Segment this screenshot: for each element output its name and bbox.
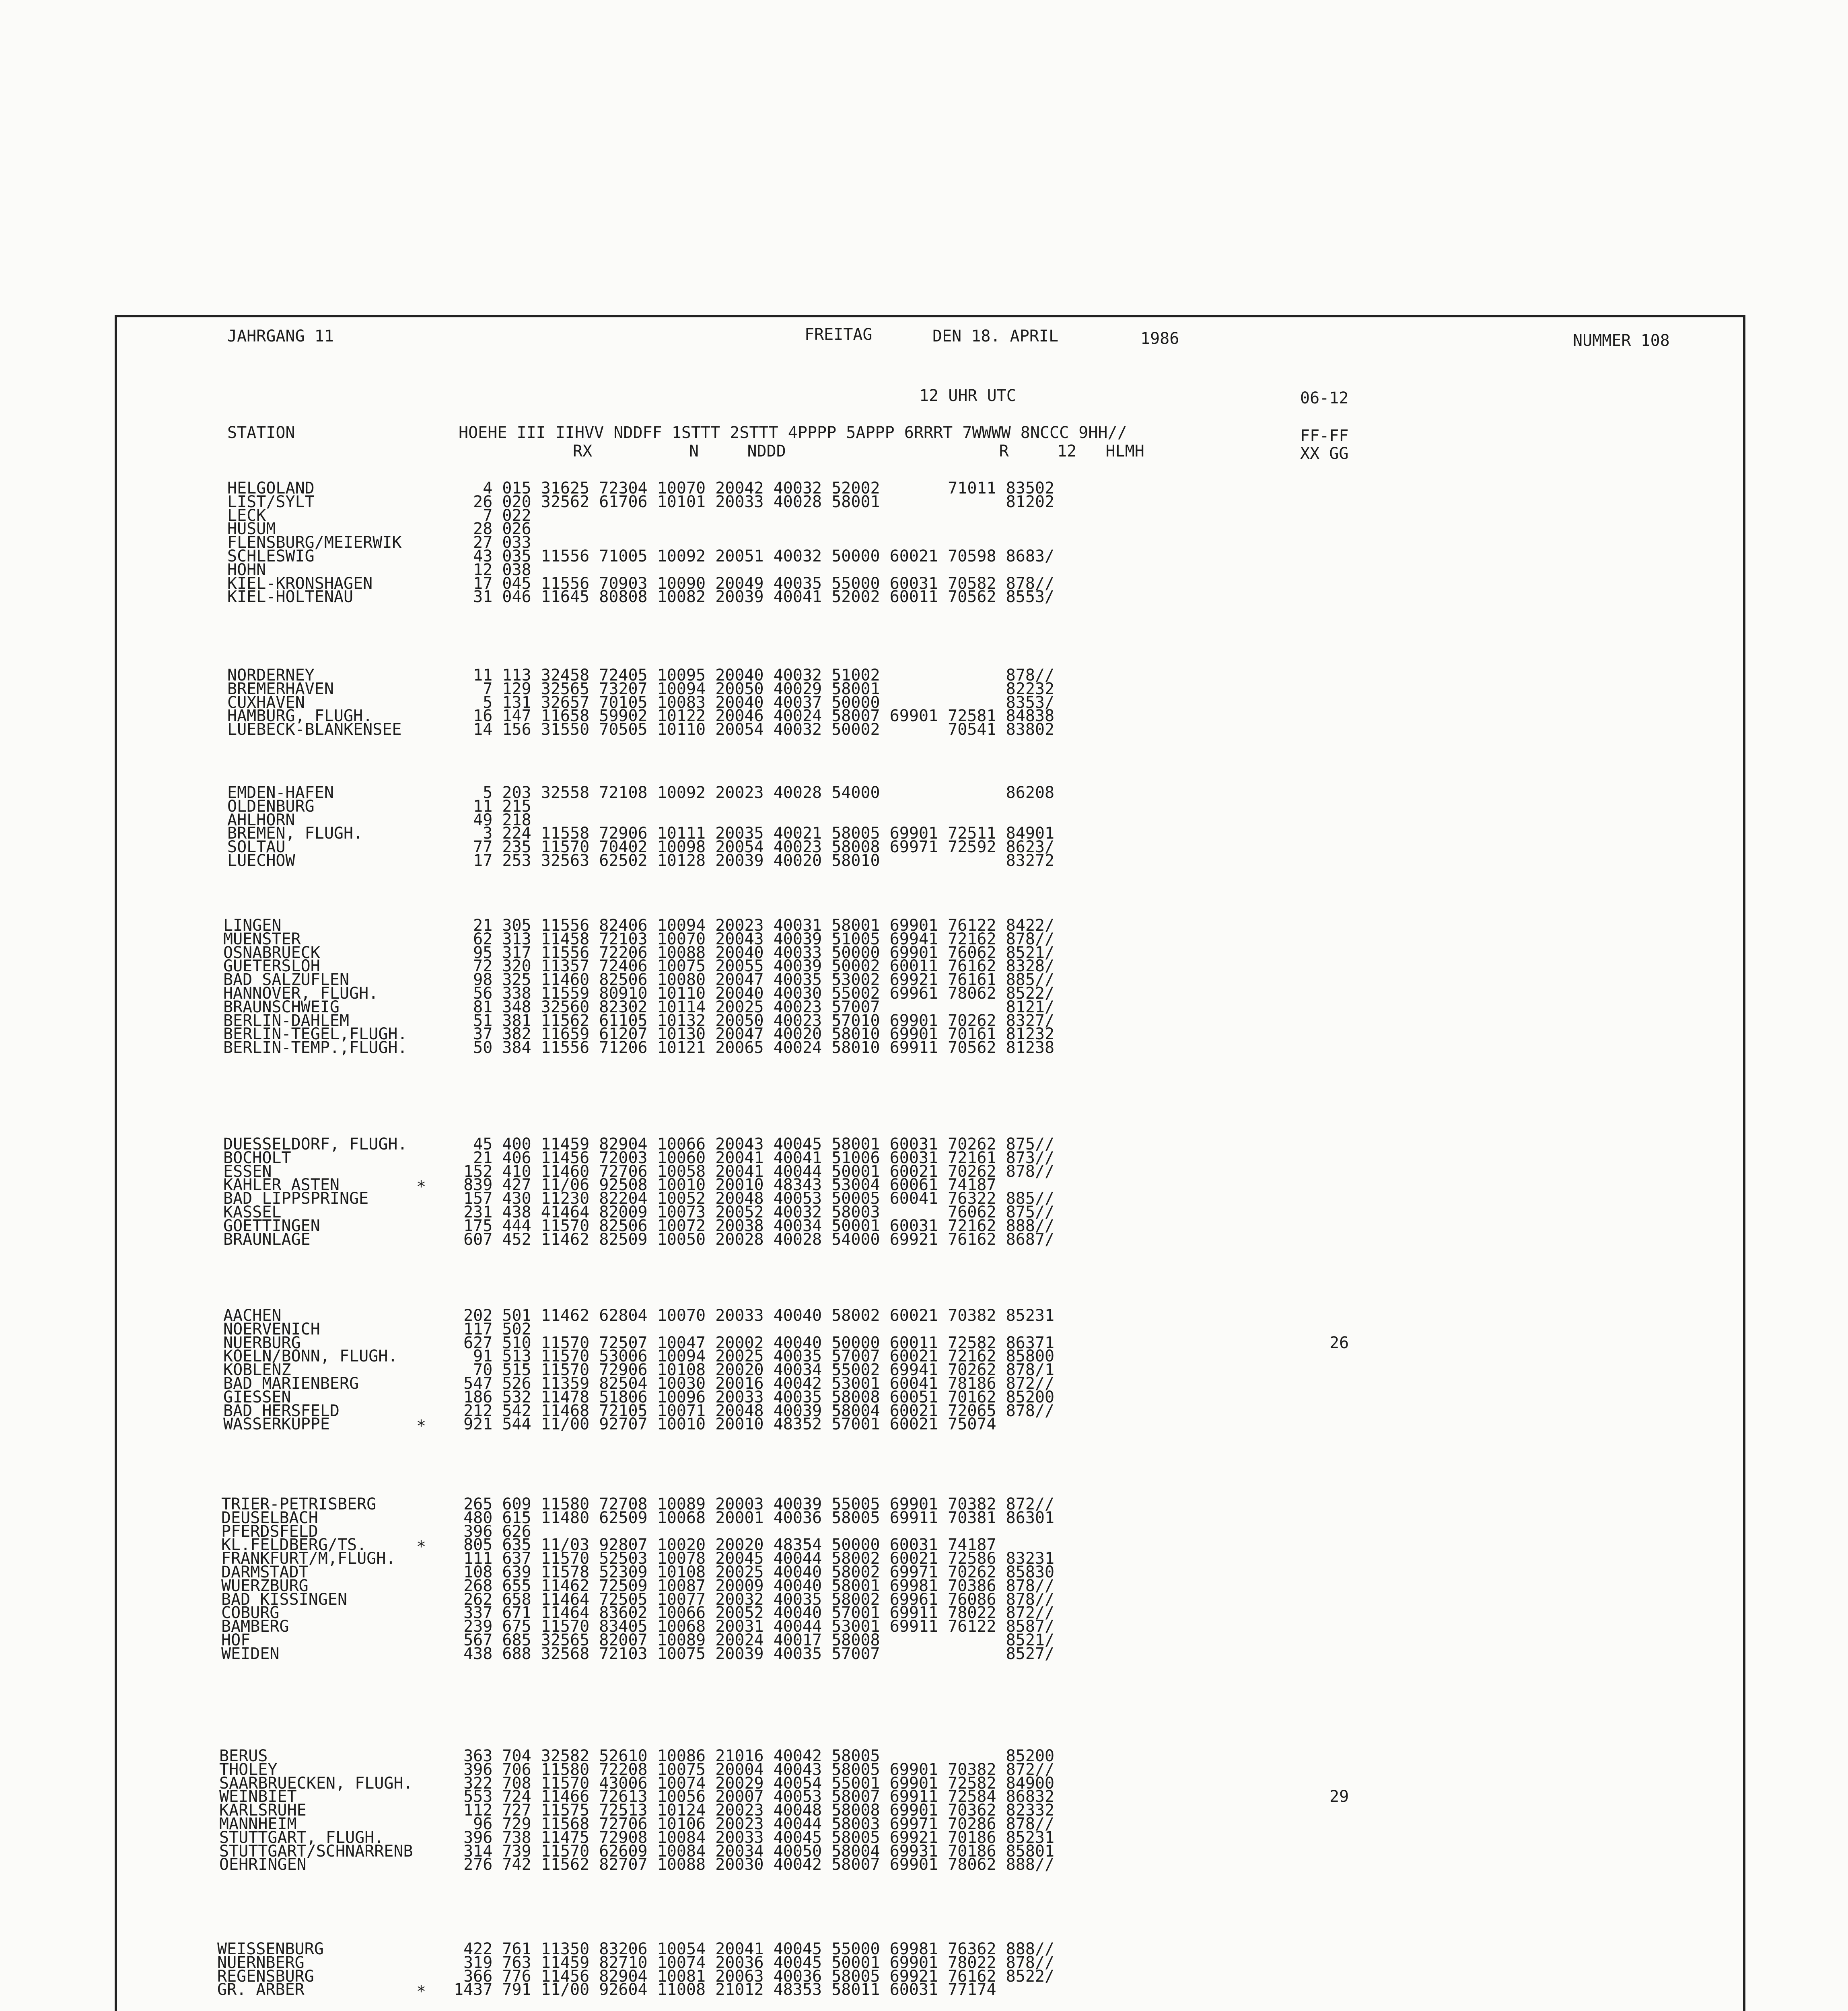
station-name: OSNABRUECK: [223, 943, 320, 962]
station-synop-data: 14 156 31550 70505 10110 20054 40032 50002 70541 83802: [454, 720, 1055, 739]
station-name: BERUS: [219, 1747, 268, 1765]
station-name: BAD HERSFELD: [223, 1401, 340, 1420]
station-synop-data: 17 253 32563 62502 10128 20039 40020 58010 83272: [454, 851, 1055, 870]
station-name: WEISSENBURG: [217, 1940, 324, 1958]
station-synop-data: 5 203 32558 72108 10092 20023 40028 54000 86208: [454, 783, 1055, 802]
station-synop-data: 839 427 11/06 92508 10010 20010 48343 53004 60061 74187: [454, 1176, 996, 1195]
ff-column-header: FF-FF: [1300, 427, 1349, 445]
station-synop-data: 314 739 11570 62609 10084 20034 40050 58004 69931 70186 85801: [454, 1842, 1055, 1861]
station-name: COBURG: [221, 1604, 280, 1622]
station-name: GOETTINGEN: [223, 1216, 320, 1235]
station-name: KOELN/BONN, FLUGH.: [223, 1347, 398, 1366]
station-name: NORDERNEY: [227, 666, 315, 685]
date: DEN 18. APRIL: [932, 327, 1059, 345]
station-name: BAD MARIENBERG: [223, 1374, 359, 1393]
station-synop-data: 17 045 11556 70903 10090 20049 40035 55000 60031 70582 878//: [454, 574, 1055, 593]
station-synop-data: 480 615 11480 62509 10068 20001 40036 58005 69911 70381 86301: [454, 1508, 1055, 1527]
station-name: HELGOLAND: [227, 479, 315, 498]
period-label: 06-12: [1300, 389, 1349, 407]
station-name: STUTTGART, FLUGH.: [219, 1828, 384, 1847]
station-synop-data: 43 035 11556 71005 10092 20051 40032 50000 60021 70598 8683/: [454, 547, 1055, 565]
station-name: LUEBECK-BLANKENSEE: [227, 720, 402, 739]
station-synop-data: 805 635 11/03 92807 10020 20020 48354 50000 60031 74187: [454, 1536, 996, 1555]
station-name: THOLEY: [219, 1760, 278, 1779]
station-name: AACHEN: [223, 1306, 282, 1325]
station-synop-data: 202 501 11462 62804 10070 20033 40040 58002 60021 70382 85231: [454, 1306, 1055, 1325]
station-synop-data: 276 742 11562 82707 10088 20030 40042 58007 69901 78062 888//: [454, 1855, 1055, 1874]
mountain-station-marker: *: [416, 1982, 426, 2001]
station-synop-data: 363 704 32582 52610 10086 21016 40042 58005 85200: [454, 1747, 1055, 1765]
station-synop-data: 567 685 32565 82007 10089 20024 40017 58008 8521/: [454, 1631, 1055, 1649]
station-synop-data: 95 317 11556 72206 10088 20040 40033 50000 69901 76062 8521/: [454, 943, 1055, 962]
station-synop-data: 366 776 11456 82904 10081 20063 40036 58005 69921 76162 8522/: [454, 1967, 1055, 1986]
station-synop-data: 212 542 11468 72105 10071 20048 40039 58004 60021 72065 878//: [454, 1401, 1055, 1420]
station-synop-data: 108 639 11578 52309 10108 20025 40040 58002 69971 70262 85830: [454, 1563, 1055, 1581]
station-synop-data: 396 626: [454, 1522, 531, 1541]
station-synop-data: 11 215: [454, 797, 531, 816]
station-synop-data: 422 761 11350 83206 10054 20041 40045 55000 69981 76362 888//: [454, 1940, 1055, 1958]
station-name: WASSERKUPPE: [223, 1415, 330, 1434]
station-synop-data: 921 544 11/00 92707 10010 20010 48352 57001 60021 75074: [454, 1415, 996, 1434]
station-name: WUERZBURG: [221, 1576, 309, 1595]
station-synop-data: 70 515 11570 72906 10108 20020 40034 55002 69941 70262 878/1: [454, 1361, 1055, 1380]
station-name: KARLSRUHE: [219, 1801, 307, 1820]
station-name: CUXHAVEN: [227, 693, 305, 712]
station-synop-data: 11 113 32458 72405 10095 20040 40032 51002 878//: [454, 666, 1055, 685]
station-name: DARMSTADT: [221, 1563, 309, 1581]
station-name: REGENSBURG: [217, 1967, 314, 1986]
station-name: BERLIN-DAHLEM: [223, 1011, 350, 1030]
station-name: BERLIN-TEGEL,FLUGH.: [223, 1025, 407, 1044]
station-name: EMDEN-HAFEN: [227, 783, 334, 802]
station-synop-data: 3 224 11558 72906 10111 20035 40021 58005 69901 72511 84901: [454, 824, 1055, 843]
station-name: MUENSTER: [223, 929, 301, 948]
station-name: BOCHOLT: [223, 1148, 291, 1167]
station-name: WEINBIET: [219, 1787, 297, 1806]
station-name: HAMBURG, FLUGH.: [227, 707, 373, 726]
station-name: KIEL-HOLTENAU: [227, 588, 354, 607]
station-name: BRAUNSCHWEIG: [223, 997, 340, 1016]
volume-label: JAHRGANG 11: [227, 327, 334, 345]
station-synop-data: 1437 791 11/00 92604 11008 21012 48353 58011 60031 77174: [454, 1980, 996, 1999]
mountain-station-marker: *: [416, 1538, 426, 1557]
station-synop-data: 77 235 11570 70402 10098 20054 40023 58008 69971 72592 8623/: [454, 838, 1055, 857]
station-name: MANNHEIM: [219, 1815, 297, 1833]
station-synop-data: 438 688 32568 72103 10075 20039 40035 57007 8527/: [454, 1644, 1055, 1663]
station-synop-data: 627 510 11570 72507 10047 20002 40040 50000 60011 72582 86371: [454, 1333, 1055, 1352]
station-synop-data: 31 046 11645 80808 10082 20039 40041 52002 60011 70562 8553/: [454, 588, 1055, 607]
station-name: FRANKFURT/M,FLUGH.: [221, 1549, 396, 1568]
station-synop-data: 27 033: [454, 533, 531, 552]
station-name: SAARBRUECKEN, FLUGH.: [219, 1774, 413, 1793]
station-synop-data: 72 320 11357 72406 10075 20055 40039 50002 60011 76162 8328/: [454, 957, 1055, 976]
station-synop-data: 396 738 11475 72908 10084 20033 40045 58005 69921 70186 85231: [454, 1828, 1055, 1847]
station-name: DUESSELDORF, FLUGH.: [223, 1135, 407, 1154]
station-name: TRIER-PETRISBERG: [221, 1495, 377, 1513]
station-synop-data: 152 410 11460 72706 10058 20041 40044 50001 60021 70262 878//: [454, 1162, 1055, 1181]
station-synop-data: 16 147 11658 59902 10122 20046 40024 58007 69901 72581 84838: [454, 707, 1055, 726]
year: 1986: [1140, 329, 1179, 348]
station-name: GIESSEN: [223, 1388, 291, 1406]
station-name: LINGEN: [223, 916, 282, 935]
station-name: BAMBERG: [221, 1617, 289, 1636]
issue-number: NUMMER 108: [1573, 331, 1670, 350]
station-synop-data: 262 658 11464 72505 10077 20032 40035 58002 69961 76086 878//: [454, 1590, 1055, 1609]
station-name: KOBLENZ: [223, 1361, 291, 1380]
station-synop-data: 28 026: [454, 520, 531, 539]
observation-time: 12 UHR UTC: [919, 387, 1016, 405]
station-synop-data: 4 015 31625 72304 10070 20042 40032 52002 71011 83502: [454, 479, 1055, 498]
station-synop-data: 239 675 11570 83405 10068 20031 40044 53001 69911 76122 8587/: [454, 1617, 1055, 1636]
station-name: LECK: [227, 506, 266, 525]
station-name: SCHLESWIG: [227, 547, 315, 565]
station-synop-data: 112 727 11575 72513 10124 20023 40048 58008 69901 70362 82332: [454, 1801, 1055, 1820]
code-column-header: HOEHE III IIHVV NDDFF 1STTT 2STTT 4PPPP 5APPP 6RRRT 7WWWW 8NCCC 9HH//: [459, 424, 1127, 442]
station-name: HOHN: [227, 560, 266, 579]
code-column-subheader: RX N NDDD R 12 HLMH: [573, 442, 1144, 461]
station-synop-data: 21 305 11556 82406 10094 20023 40031 58001 69901 76122 8422/: [454, 916, 1055, 935]
station-synop-data: 111 637 11570 52503 10078 20045 40044 58002 60021 72586 83231: [454, 1549, 1055, 1568]
station-synop-data: 51 381 11562 61105 10132 20050 40023 57010 69901 70262 8327/: [454, 1011, 1055, 1030]
mountain-station-marker: *: [416, 1178, 426, 1197]
station-synop-data: 7 022: [454, 506, 531, 525]
weekday: FREITAG: [805, 325, 873, 344]
station-name: OEHRINGEN: [219, 1855, 307, 1874]
station-synop-data: 5 131 32657 70105 10083 20040 40037 50000 8353/: [454, 693, 1055, 712]
station-name: FLENSBURG/MEIERWIK: [227, 533, 402, 552]
station-name: BRAUNLAGE: [223, 1230, 311, 1249]
station-name: NUERNBERG: [217, 1953, 305, 1972]
station-name: BREMEN, FLUGH.: [227, 824, 363, 843]
mountain-station-marker: *: [416, 1417, 426, 1436]
station-synop-data: 37 382 11659 61207 10130 20047 40020 58010 69901 70161 81232: [454, 1025, 1055, 1044]
station-name: KASSEL: [223, 1203, 282, 1221]
station-name: KL.FELDBERG/TS.: [221, 1536, 367, 1555]
station-name: AHLHORN: [227, 810, 295, 829]
ff-column-subheader: XX GG: [1300, 444, 1349, 463]
station-synop-data: 56 338 11559 80910 10110 20040 40030 55002 69961 78062 8522/: [454, 984, 1055, 1003]
station-synop-data: 322 708 11570 43006 10074 20029 40054 55001 69901 72582 84900: [454, 1774, 1055, 1793]
station-synop-data: 268 655 11462 72509 10087 20009 40040 58001 69981 70386 878//: [454, 1576, 1055, 1595]
station-synop-data: 553 724 11466 72613 10056 20007 40053 58007 69911 72584 86832: [454, 1787, 1055, 1806]
station-name: BREMERHAVEN: [227, 679, 334, 698]
station-name: OLDENBURG: [227, 797, 315, 816]
station-synop-data: 81 348 32560 82302 10114 20025 40023 57007 8121/: [454, 997, 1055, 1016]
station-name: HUSUM: [227, 520, 276, 539]
station-name: STUTTGART/SCHNARRENB: [219, 1842, 413, 1861]
station-synop-data: 265 609 11580 72708 10089 20003 40039 55005 69901 70382 872//: [454, 1495, 1055, 1513]
station-name: DEUSELBACH: [221, 1508, 318, 1527]
station-synop-data: 117 502: [454, 1320, 531, 1339]
station-synop-data: 607 452 11462 82509 10050 20028 40028 54000 69921 76162 8687/: [454, 1230, 1055, 1249]
station-column-header: STATION: [227, 424, 295, 442]
station-synop-data: 157 430 11230 82204 10052 20048 40053 50005 60041 76322 885//: [454, 1189, 1055, 1208]
station-name: NUERBURG: [223, 1333, 301, 1352]
station-synop-data: 26 020 32562 61706 10101 20033 40028 58001 81202: [454, 492, 1055, 511]
station-name: WEIDEN: [221, 1644, 280, 1663]
station-synop-data: 396 706 11580 72208 10075 20004 40043 58005 69901 70382 872//: [454, 1760, 1055, 1779]
station-synop-data: 7 129 32565 73207 10094 20050 40029 58001 82232: [454, 679, 1055, 698]
station-synop-data: 98 325 11460 82506 10080 20047 40035 53002 69921 76161 885//: [454, 971, 1055, 989]
station-name: LUECHOW: [227, 851, 295, 870]
station-synop-data: 337 671 11464 83602 10066 20052 40040 57001 69911 78022 872//: [454, 1604, 1055, 1622]
gust-value: 29: [1329, 1787, 1349, 1806]
station-name: KAHLER ASTEN: [223, 1176, 340, 1195]
station-name: LIST/SYLT: [227, 492, 315, 511]
station-synop-data: 231 438 41464 82009 10073 20052 40032 58003 76062 875//: [454, 1203, 1055, 1221]
station-synop-data: 186 532 11478 51806 10096 20033 40035 58008 60051 70162 85200: [454, 1388, 1055, 1406]
station-name: GR. ARBER: [217, 1980, 305, 1999]
station-synop-data: 319 763 11459 82710 10074 20036 40045 50001 69901 78022 878//: [454, 1953, 1055, 1972]
station-name: BAD KISSINGEN: [221, 1590, 348, 1609]
station-synop-data: 175 444 11570 82506 10072 20038 40034 50001 60031 72162 888//: [454, 1216, 1055, 1235]
station-name: NOERVENICH: [223, 1320, 320, 1339]
station-name: HOF: [221, 1631, 251, 1649]
station-synop-data: 45 400 11459 82904 10066 20043 40045 58001 60031 70262 875//: [454, 1135, 1055, 1154]
gust-value: 26: [1329, 1333, 1349, 1352]
station-synop-data: 96 729 11568 72706 10106 20023 40044 58003 69971 70286 878//: [454, 1815, 1055, 1833]
station-name: BERLIN-TEMP.,FLUGH.: [223, 1038, 407, 1057]
station-synop-data: 21 406 11456 72003 10060 20041 40041 51006 60031 72161 873//: [454, 1148, 1055, 1167]
station-synop-data: 49 218: [454, 810, 531, 829]
station-synop-data: 547 526 11359 82504 10030 20016 40042 53001 60041 78186 872//: [454, 1374, 1055, 1393]
station-name: ESSEN: [223, 1162, 272, 1181]
station-synop-data: 12 038: [454, 560, 531, 579]
station-name: BAD SALZUFLEN: [223, 971, 350, 989]
station-name: BAD LIPPSPRINGE: [223, 1189, 369, 1208]
station-name: GUETERSLOH: [223, 957, 320, 976]
station-name: PFERDSFELD: [221, 1522, 318, 1541]
station-name: SOLTAU: [227, 838, 286, 857]
station-name: KIEL-KRONSHAGEN: [227, 574, 373, 593]
station-synop-data: 62 313 11458 72103 10070 20043 40039 51005 69941 72162 878//: [454, 929, 1055, 948]
station-synop-data: 50 384 11556 71206 10121 20065 40024 58010 69911 70562 81238: [454, 1038, 1055, 1057]
station-synop-data: 91 513 11570 53006 10094 20025 40035 57007 60021 72162 85800: [454, 1347, 1055, 1366]
station-name: HANNOVER, FLUGH.: [223, 984, 379, 1003]
